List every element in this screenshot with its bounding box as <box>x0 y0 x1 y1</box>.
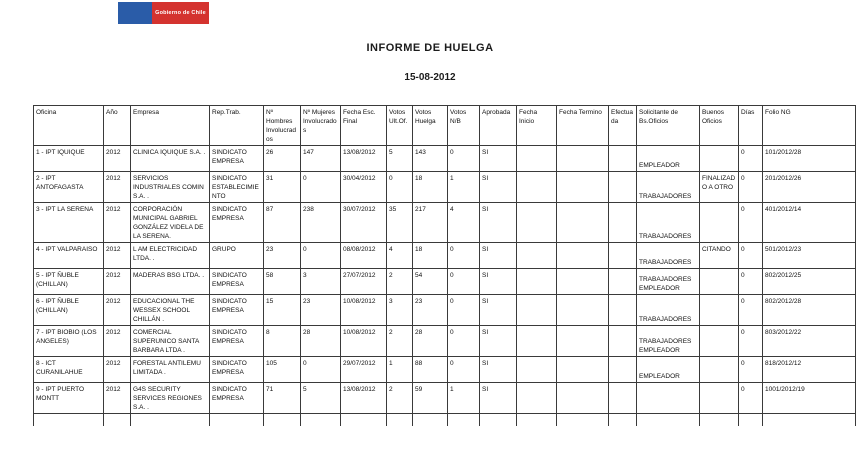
table-cell: 5 - IPT ÑUBLE (CHILLAN) <box>34 269 104 295</box>
table-cell <box>517 383 557 414</box>
column-header: Fecha Termino <box>557 106 609 146</box>
table-cell <box>609 269 637 295</box>
table-row <box>34 295 856 326</box>
table-cell <box>557 243 609 269</box>
table-cell: 58 <box>264 269 301 295</box>
table-cell: SINDICATO EMPRESA <box>210 203 264 243</box>
table-cell: 28 <box>301 326 341 357</box>
table-cell: 2012 <box>104 243 131 269</box>
column-header: Días <box>739 106 763 146</box>
table-cell: 1 <box>448 172 480 203</box>
table-cell: 0 <box>301 172 341 203</box>
table-cell <box>34 414 104 427</box>
table-cell: 147 <box>301 146 341 172</box>
table-cell <box>700 203 739 243</box>
table-cell <box>517 172 557 203</box>
gobierno-de-chile-logo <box>118 2 209 24</box>
table-cell: 1 <box>387 357 413 383</box>
table-cell: 802/2012/25 <box>763 269 856 295</box>
table-cell: 59 <box>413 383 448 414</box>
table-row <box>34 357 856 383</box>
table-cell: 8 <box>264 326 301 357</box>
table-cell: 0 <box>448 269 480 295</box>
table-cell: CITANDO <box>700 243 739 269</box>
table-cell: 29/07/2012 <box>341 357 387 383</box>
table-cell: 238 <box>301 203 341 243</box>
table-cell: TRABAJADORES <box>637 172 700 203</box>
table-cell <box>341 414 387 427</box>
table-cell: TRABAJADORES <box>637 203 700 243</box>
header-row <box>34 106 856 146</box>
table-cell: EMPLEADOR <box>637 146 700 172</box>
table-cell: FINALIZADO A OTRO <box>700 172 739 203</box>
table-row <box>34 383 856 414</box>
table-cell: 0 <box>448 326 480 357</box>
table-cell: 0 <box>448 243 480 269</box>
table-cell <box>264 414 301 427</box>
table-cell: 501/2012/23 <box>763 243 856 269</box>
table-cell: 0 <box>739 269 763 295</box>
table-cell: 23 <box>264 243 301 269</box>
table-row <box>34 172 856 203</box>
table-cell: 217 <box>413 203 448 243</box>
table-cell <box>448 414 480 427</box>
table-cell: GRUPO <box>210 243 264 269</box>
column-header: Oficina <box>34 106 104 146</box>
table-cell: 105 <box>264 357 301 383</box>
table-cell: 0 <box>387 172 413 203</box>
table-cell <box>517 243 557 269</box>
page-title: INFORME DE HUELGA <box>366 42 494 54</box>
table-cell: CORPORACIÓN MUNICIPAL GABRIEL GONZÁLEZ VIDELA DE LA SERENA. <box>131 203 210 243</box>
table-cell <box>609 357 637 383</box>
table-cell: 0 <box>448 146 480 172</box>
table-cell: 54 <box>413 269 448 295</box>
column-header: Votos N/B <box>448 106 480 146</box>
table-cell: 30/04/2012 <box>341 172 387 203</box>
table-cell: SINDICATO EMPRESA <box>210 269 264 295</box>
table-cell: 2 <box>387 269 413 295</box>
table-cell <box>557 295 609 326</box>
table-cell <box>557 269 609 295</box>
table-cell: 0 <box>448 357 480 383</box>
table-cell: 87 <box>264 203 301 243</box>
table-cell <box>517 295 557 326</box>
table-cell: 3 <box>387 295 413 326</box>
table-cell: SI <box>480 269 517 295</box>
table-cell: 1 - IPT IQUIQUE <box>34 146 104 172</box>
column-header: Folio NG <box>763 106 856 146</box>
column-header: Fecha Esc. Final <box>341 106 387 146</box>
table-cell <box>131 414 210 427</box>
table-cell: 0 <box>739 357 763 383</box>
table-cell <box>517 326 557 357</box>
table-cell: 101/2012/28 <box>763 146 856 172</box>
table-cell <box>609 414 637 427</box>
table-cell: G4S SECURITY SERVICES REGIONES S.A. . <box>131 383 210 414</box>
table-cell <box>210 414 264 427</box>
strike-report-table <box>33 105 856 426</box>
column-header: Votos Ult.Of. <box>387 106 413 146</box>
table-cell <box>413 414 448 427</box>
table-cell <box>609 295 637 326</box>
table-cell: 5 <box>387 146 413 172</box>
table-cell: 2012 <box>104 295 131 326</box>
table-cell: 0 <box>739 172 763 203</box>
table-cell: 1001/2012/19 <box>763 383 856 414</box>
table-cell <box>609 146 637 172</box>
table-cell: 13/08/2012 <box>341 146 387 172</box>
table-cell: TRABAJADORES EMPLEADOR <box>637 326 700 357</box>
table-cell: 0 <box>739 203 763 243</box>
partial-table-row <box>34 414 856 427</box>
table-cell: 0 <box>448 295 480 326</box>
column-header: Fecha Inicio <box>517 106 557 146</box>
table-cell: 0 <box>739 383 763 414</box>
table-cell: 4 <box>448 203 480 243</box>
table-cell: 401/2012/14 <box>763 203 856 243</box>
table-cell: MADERAS BSG LTDA. . <box>131 269 210 295</box>
table-cell: 23 <box>413 295 448 326</box>
table-cell <box>609 326 637 357</box>
table-cell: 803/2012/22 <box>763 326 856 357</box>
table-cell: CLINICA IQUIQUE S.A. . <box>131 146 210 172</box>
table-cell: 2012 <box>104 269 131 295</box>
table-cell: 10/08/2012 <box>341 295 387 326</box>
table-header <box>34 106 856 146</box>
table-cell: 6 - IPT ÑUBLE (CHILLAN) <box>34 295 104 326</box>
table-cell <box>387 414 413 427</box>
table-cell: 23 <box>301 295 341 326</box>
table-cell <box>557 203 609 243</box>
table-cell: COMERCIAL SUPERUNICO SANTA BARBARA LTDA . <box>131 326 210 357</box>
table-cell: 4 - IPT VALPARAISO <box>34 243 104 269</box>
table-cell: 0 <box>739 146 763 172</box>
table-cell: 31 <box>264 172 301 203</box>
table-cell: SINDICATO EMPRESA <box>210 295 264 326</box>
table-cell: 2012 <box>104 383 131 414</box>
table-cell <box>763 414 856 427</box>
table-cell <box>700 146 739 172</box>
report-date: 15-08-2012 <box>404 72 456 83</box>
table-cell: 4 <box>387 243 413 269</box>
table-cell: 18 <box>413 172 448 203</box>
column-header: Empresa <box>131 106 210 146</box>
table-cell: 0 <box>739 243 763 269</box>
table-cell: TRABAJADORES <box>637 243 700 269</box>
table-cell: FORESTAL ANTILEMU LIMITADA . <box>131 357 210 383</box>
table-cell: 2 - IPT ANTOFAGASTA <box>34 172 104 203</box>
table-cell <box>480 414 517 427</box>
table-cell: 802/2012/28 <box>763 295 856 326</box>
table-cell <box>739 414 763 427</box>
table-cell: SINDICATO EMPRESA <box>210 357 264 383</box>
table-cell: 27/07/2012 <box>341 269 387 295</box>
table-cell: 10/08/2012 <box>341 326 387 357</box>
table-cell: 143 <box>413 146 448 172</box>
table-body <box>34 146 856 427</box>
table-cell <box>700 357 739 383</box>
table-cell <box>609 172 637 203</box>
table-cell <box>609 383 637 414</box>
table-cell <box>557 383 609 414</box>
column-header: Año <box>104 106 131 146</box>
logo-text: Gobierno de Chile <box>155 10 206 16</box>
table-cell <box>517 269 557 295</box>
logo-blue-block <box>118 2 152 24</box>
table-cell <box>700 383 739 414</box>
table-row <box>34 146 856 172</box>
table-cell: 2012 <box>104 203 131 243</box>
table-cell: 2012 <box>104 357 131 383</box>
table-cell <box>557 326 609 357</box>
table-cell: SI <box>480 383 517 414</box>
table-cell <box>700 326 739 357</box>
table-cell: 5 <box>301 383 341 414</box>
table-cell: SI <box>480 203 517 243</box>
table-cell: SI <box>480 357 517 383</box>
table-cell: 2 <box>387 383 413 414</box>
table-cell: TRABAJADORES <box>637 295 700 326</box>
column-header: Buenos Oficios <box>700 106 739 146</box>
table-cell: 0 <box>739 326 763 357</box>
table-cell: 13/08/2012 <box>341 383 387 414</box>
table-cell: 2012 <box>104 172 131 203</box>
table-cell <box>557 414 609 427</box>
table-cell: SINDICATO EMPRESA <box>210 383 264 414</box>
table-cell: 201/2012/26 <box>763 172 856 203</box>
table-row <box>34 203 856 243</box>
column-header: Aprobada <box>480 106 517 146</box>
table-cell: SI <box>480 243 517 269</box>
table-cell: 18 <box>413 243 448 269</box>
table-cell: EMPLEADOR <box>637 357 700 383</box>
table-cell: 2012 <box>104 146 131 172</box>
table-cell: 3 <box>301 269 341 295</box>
table-cell: 2 <box>387 326 413 357</box>
table-cell: 35 <box>387 203 413 243</box>
column-header: Solicitante de Bs.Oficios <box>637 106 700 146</box>
table-cell: 08/08/2012 <box>341 243 387 269</box>
table-cell <box>557 146 609 172</box>
table-cell: 28 <box>413 326 448 357</box>
table-cell: 9 - IPT PUERTO MONTT <box>34 383 104 414</box>
table-row <box>34 269 856 295</box>
table-cell <box>557 357 609 383</box>
table-cell: 7 - IPT BIOBIO (LOS ANGELES) <box>34 326 104 357</box>
table-row <box>34 243 856 269</box>
table-cell: 8 - ICT CURANILAHUE <box>34 357 104 383</box>
table-cell: TRABAJADORES EMPLEADOR <box>637 269 700 295</box>
table-cell: 88 <box>413 357 448 383</box>
table-cell <box>700 269 739 295</box>
table-cell <box>517 203 557 243</box>
table-cell <box>517 357 557 383</box>
table-cell <box>517 146 557 172</box>
table-cell <box>637 414 700 427</box>
table-cell: SINDICATO ESTABLECIMIENTO <box>210 172 264 203</box>
table-cell: SI <box>480 172 517 203</box>
table-cell: SI <box>480 146 517 172</box>
table-cell <box>637 383 700 414</box>
table-cell <box>301 414 341 427</box>
table-cell <box>104 414 131 427</box>
table-cell: SI <box>480 326 517 357</box>
table-cell: 1 <box>448 383 480 414</box>
table-cell: 0 <box>301 357 341 383</box>
column-header: Efectuada <box>609 106 637 146</box>
table-cell: 0 <box>301 243 341 269</box>
column-header: Rep.Trab. <box>210 106 264 146</box>
table-cell: 3 - IPT LA SERENA <box>34 203 104 243</box>
table-cell <box>700 295 739 326</box>
table-cell: 0 <box>739 295 763 326</box>
table-cell: 818/2012/12 <box>763 357 856 383</box>
table-cell: SINDICATO EMPRESA <box>210 326 264 357</box>
table-cell: L AM ELECTRICIDAD LTDA. . <box>131 243 210 269</box>
table-cell <box>609 203 637 243</box>
table-cell <box>609 243 637 269</box>
table-cell: EDUCACIONAL THE WESSEX SCHOOL CHILLÁN . <box>131 295 210 326</box>
table-cell: SI <box>480 295 517 326</box>
table-cell: 71 <box>264 383 301 414</box>
table-cell <box>517 414 557 427</box>
column-header: Nº Mujeres Involucrados <box>301 106 341 146</box>
table-cell: 30/07/2012 <box>341 203 387 243</box>
column-header: Nº Hombres Involucrados <box>264 106 301 146</box>
table-cell: 2012 <box>104 326 131 357</box>
table-cell: SINDICATO EMPRESA <box>210 146 264 172</box>
table-cell: 26 <box>264 146 301 172</box>
table-cell: 15 <box>264 295 301 326</box>
table-cell <box>557 172 609 203</box>
table-row <box>34 326 856 357</box>
logo-red-block <box>152 2 209 24</box>
table-cell: SERVICIOS INDUSTRIALES COMIN S.A. . <box>131 172 210 203</box>
column-header: Votos Huelga <box>413 106 448 146</box>
table-cell <box>700 414 739 427</box>
